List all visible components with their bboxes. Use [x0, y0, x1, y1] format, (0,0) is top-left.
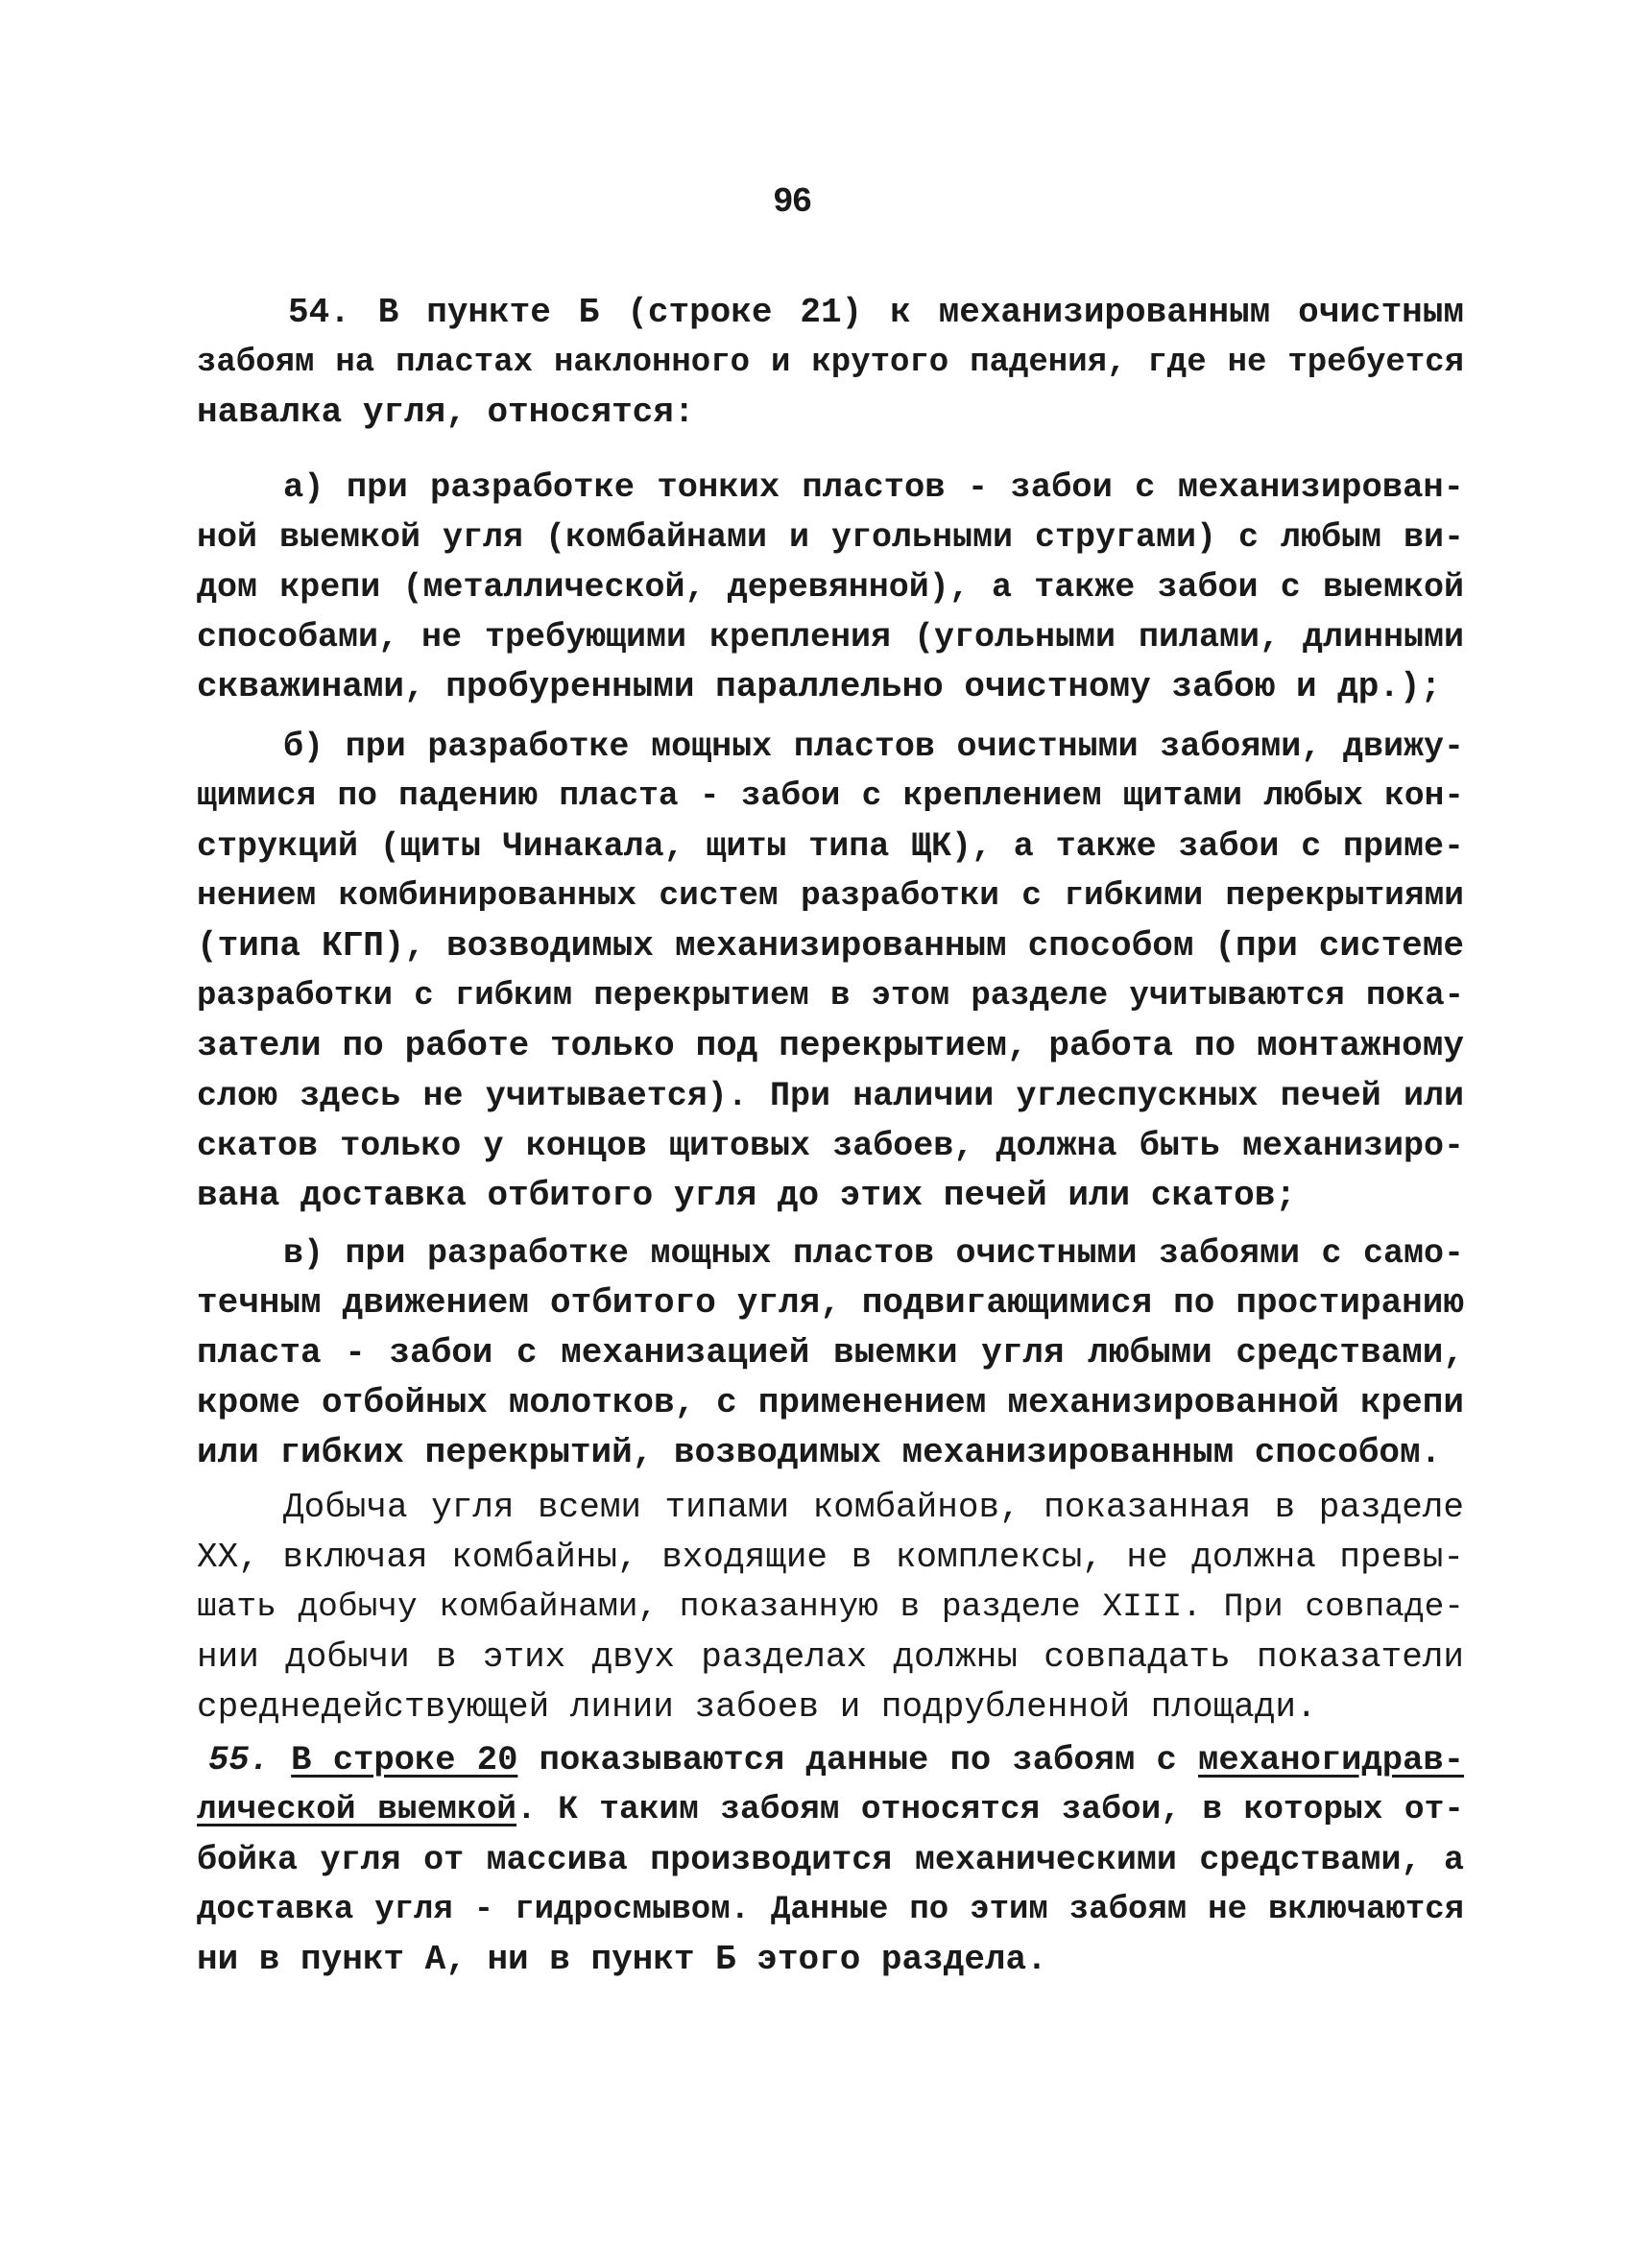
text-line: XX, включая комбайны, входящие в комплексы, не должна превы- — [197, 1538, 1464, 1577]
text-line: забоям на пластах наклонного и крутого падения, где не требуется — [197, 345, 1464, 381]
text-line: или гибких перекрытий, возводимых механизированным способом. — [197, 1433, 1442, 1472]
text-line: бойка угля от массива производится механическими средствами, а — [197, 1841, 1464, 1879]
item-a — [197, 463, 1464, 712]
paragraph-55 — [197, 1735, 1464, 1985]
text-line — [197, 1735, 1464, 1785]
text-line: Добыча угля всеми типами комбайнов, показанная в разделе — [283, 1488, 1464, 1527]
text-line: нии добычи в этих двух разделах должны совпадать показатели — [197, 1637, 1464, 1677]
term-underlined: лической выемкой — [197, 1791, 516, 1828]
text-line: шать добычу комбайнами, показанную в разделе XIII. При совпаде- — [197, 1588, 1464, 1626]
text-line — [197, 1785, 1464, 1835]
text-line: кроме отбойных молотков, с применением механизированной крепи — [197, 1383, 1464, 1422]
text-line: доставка угля - гидросмывом. Данные по этим забоям не включаются — [197, 1892, 1464, 1928]
paragraph-number: 55. — [208, 1740, 270, 1779]
paragraph-dobycha — [197, 1483, 1464, 1732]
text-line: щимися по падению пласта - забои с креплением щитами любых кон- — [197, 777, 1464, 815]
text-line: 54. В пункте Б (строке 21) к механизированным очистным — [288, 293, 1464, 332]
text-line: струкций (щиты Чинакала, щиты типа ЩК), а также забои с приме- — [197, 827, 1464, 866]
text-line: пласта - забои с механизацией выемки угля любыми средствами, — [197, 1333, 1464, 1373]
text-line: скатов только у концов щитовых забоев, должна быть механизиро- — [197, 1127, 1464, 1165]
text-line: ни в пункт А, ни в пункт Б этого раздела. — [197, 1940, 1047, 1979]
text-line: затели по работе только под перекрытием, работа по монтажному — [197, 1026, 1464, 1065]
text-line: нением комбинированных систем разработки с гибкими перекрытиями — [197, 877, 1464, 915]
text-line: разработки с гибким перекрытием в этом разделе учитываются пока- — [197, 978, 1464, 1015]
text-line: слою здесь не учитывается). При наличии углеспускных печей или — [197, 1077, 1464, 1115]
term-underlined: механогидрав- — [1198, 1740, 1464, 1779]
text-line: среднедействующей линии забоев и подрубленной площади. — [197, 1687, 1317, 1727]
item-b — [197, 722, 1464, 1221]
text-line: в) при разработке мощных пластов очистными забоями с само- — [283, 1234, 1464, 1273]
row-reference: В строке 20 — [291, 1740, 518, 1779]
text-line: вана доставка отбитого угля до этих печей или скатов; — [197, 1176, 1296, 1215]
text-line: навалка угля, относятся: — [197, 393, 695, 432]
text-line: ной выемкой угля (комбайнами и угольными стругами) с любым ви- — [197, 518, 1464, 557]
text-line: течным движением отбитого угля, подвигающимися по простиранию — [197, 1283, 1464, 1323]
item-v — [197, 1229, 1464, 1478]
paragraph-54 — [197, 288, 1464, 438]
page-number: 96 — [773, 182, 811, 222]
text-line: а) при разработке тонких пластов - забои с механизирован- — [283, 467, 1464, 507]
text-fragment: показываются данные по забоям с — [539, 1740, 1177, 1779]
text-line: скважинами, пробуренными параллельно очистному забою и др.); — [197, 667, 1442, 706]
text-line: способами, не требующими крепления (угольными пилами, длинными — [197, 618, 1464, 657]
text-line: (типа КГП), возводимых механизированным способом (при системе — [197, 926, 1464, 966]
text-line: дом крепи (металлической, деревянной), а также забои с выемкой — [197, 568, 1464, 607]
text-line: б) при разработке мощных пластов очистными забоями, движу- — [283, 728, 1464, 766]
text-fragment: . К таким забоям относятся забои, в которых от- — [516, 1791, 1464, 1828]
